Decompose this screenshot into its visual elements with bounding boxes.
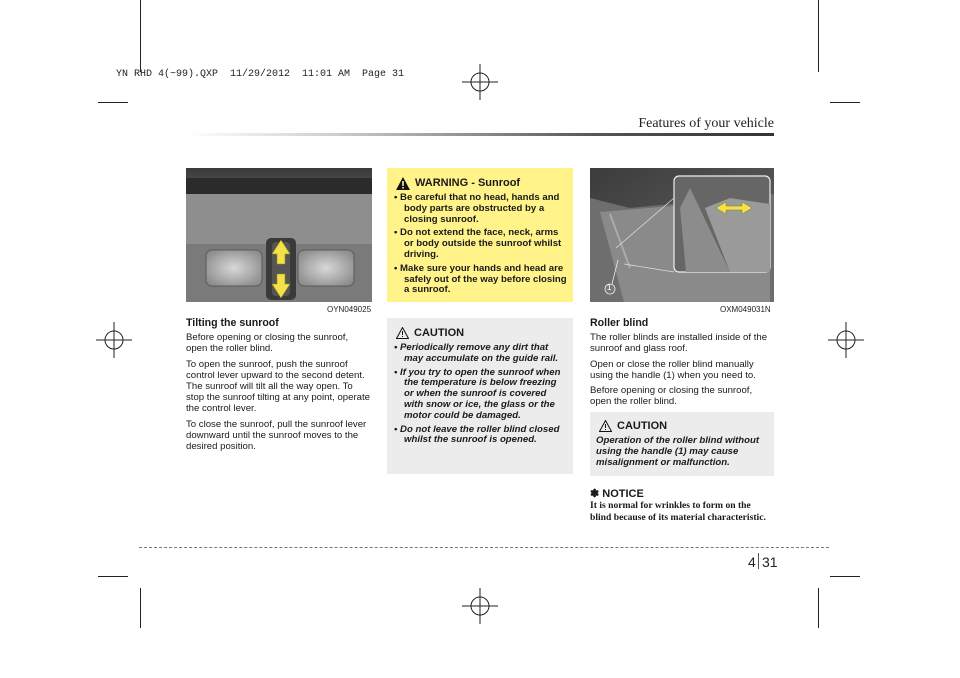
body-paragraph: Open or close the roller blind manually using the handle (1) when you need to.: [590, 358, 756, 381]
print-slug: YN RHD 4(~99).QXP 11/29/2012 11:01 AM Page 31: [116, 69, 405, 80]
crop-mark: [830, 102, 860, 103]
list-item: • If you try to open the sunroof when the temperature is below freezing or when the sunroof is covered with snow or ice, the glass or the motor could be damaged.: [394, 366, 561, 421]
body-paragraph: Before opening or closing the sunroof, open the roller blind.: [590, 385, 753, 408]
warning-list: [394, 193, 567, 299]
warning-title: WARNING - Sunroof: [415, 177, 521, 189]
handle-callout: 1: [607, 283, 612, 292]
registration-mark-icon: [828, 322, 864, 358]
list-item: • Do not leave the roller blind closed whilst the sunroof is opened.: [394, 423, 560, 446]
body-paragraph: To open the sunroof, push the sunroof control lever upward to the second detent. The sunroof will tilt all the way open. To stop the sunroof tilting at any point, operate the control lever.: [186, 358, 371, 415]
crop-mark: [98, 576, 128, 577]
caution-box: [590, 412, 774, 476]
crop-mark: [98, 102, 128, 103]
caution-title: CAUTION: [414, 327, 465, 339]
tilting-section: [186, 318, 372, 456]
photo-code-label: OYN049025: [327, 305, 372, 314]
list-item: • Periodically remove any dirt that may accumulate on the guide rail.: [394, 342, 559, 364]
section-heading: Roller blind: [590, 317, 649, 329]
list-item: • Make sure your hands and head are safely out of the way before closing a sunroof.: [394, 262, 567, 296]
page-number: 31: [762, 554, 778, 570]
registration-mark-icon: [462, 588, 498, 624]
caution-icon: [396, 327, 409, 339]
page-divider: [758, 553, 759, 569]
crop-mark: [818, 0, 819, 72]
crop-mark: [830, 576, 860, 577]
photo-code-label: OXM049031N: [720, 305, 771, 314]
body-paragraph: Before opening or closing the sunroof, open the roller blind.: [186, 332, 349, 355]
caution-icon: [599, 420, 612, 432]
notice-title: ✽ NOTICE: [590, 488, 644, 500]
footer-rule: [139, 547, 829, 548]
section-header-title: Features of your vehicle: [638, 116, 774, 131]
registration-mark-icon: [462, 64, 498, 100]
roller-blind-photo: [590, 168, 774, 302]
caution-box: [387, 318, 573, 474]
registration-mark-icon: [96, 322, 132, 358]
warning-icon: [396, 177, 410, 190]
caution-text: Operation of the roller blind without using the handle (1) may cause misalignment or malfunction.: [596, 435, 760, 468]
caution-list: [394, 343, 567, 449]
list-item: • Be careful that no head, hands and body parts are obstructed by a closing sunroof.: [394, 192, 560, 225]
notice-text: It is normal for wrinkles to form on the blind because of its material characteristic.: [590, 500, 766, 523]
sunroof-lever-photo: [186, 168, 372, 302]
crop-mark: [140, 0, 141, 72]
warning-box: [387, 168, 573, 302]
list-item: • Do not extend the face, neck, arms or body outside the sunroof whilst driving.: [394, 227, 562, 260]
crop-mark: [140, 588, 141, 628]
roller-blind-section: [590, 318, 774, 411]
body-paragraph: To close the sunroof, pull the sunroof lever downward until the sunroof moves to the desired position.: [186, 418, 367, 453]
caution-title: CAUTION: [617, 420, 668, 432]
body-paragraph: The roller blinds are installed inside of the sunroof and glass roof.: [590, 332, 768, 355]
crop-mark: [818, 588, 819, 628]
header-rule: [186, 133, 774, 136]
chapter-number: 4: [748, 554, 756, 570]
section-heading: Tilting the sunroof: [186, 317, 279, 329]
